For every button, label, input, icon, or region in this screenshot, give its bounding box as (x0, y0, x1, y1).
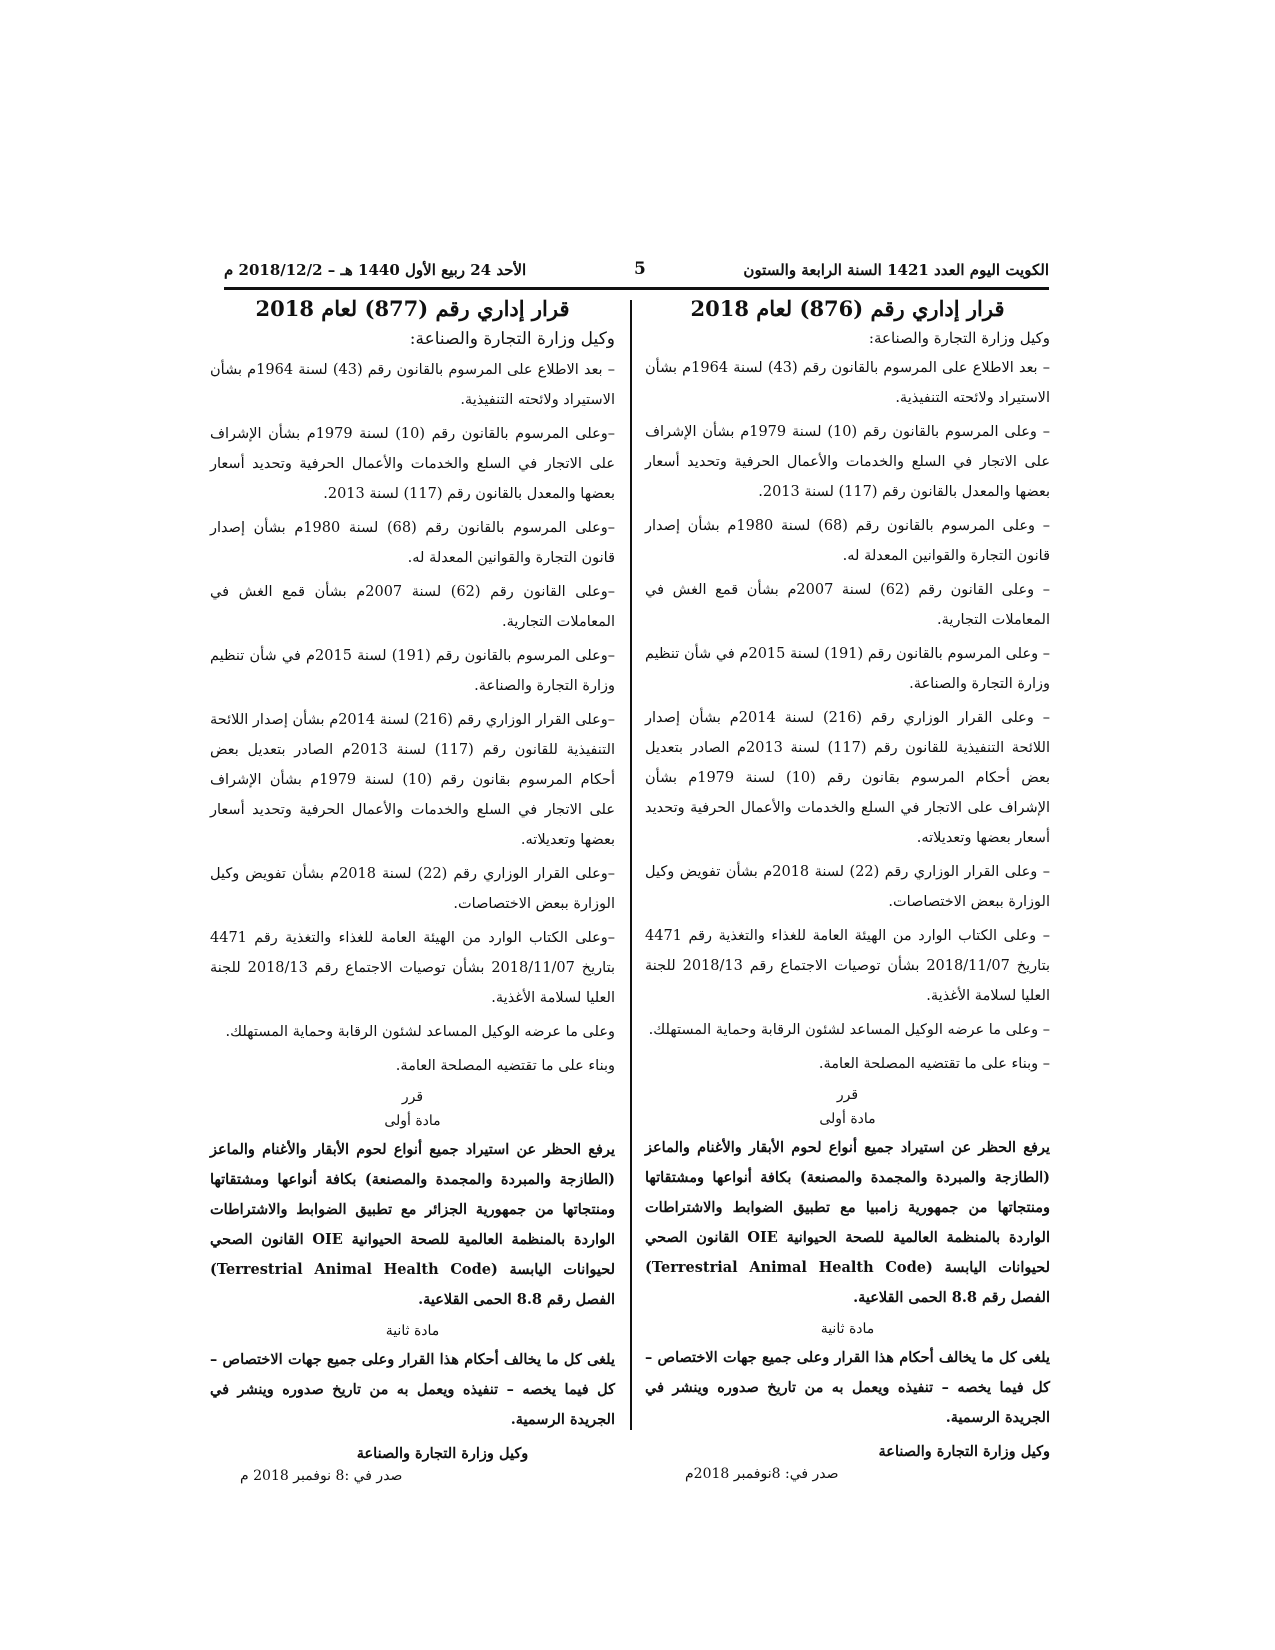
decision-876-article1-text: يرفع الحظر عن استيراد جميع أنواع لحوم الأبقار والأغنام والماعز (الطازجة والمبردة والمجمدة والمصنعة) بكافة أنواعها ومشتقاتها ومنتجاتها من جمهورية زامبيا مع تطبيق الضوابط والاشتراطات الواردة بالمنظمة العالمية للصحة الحيوانية OIE القانون الصحي لحيوانات اليابسة (Terrestrial Animal Health Code) الفصل رقم 8.8 الحمى القلاعية. (645, 1139, 1051, 1306)
decision-877-recital: –وعلى القانون رقم (62) لسنة 2007م بشأن قمع الغش في المعاملات التجارية. (210, 584, 615, 630)
decision-877-recital: –وعلى المرسوم بالقانون رقم (68) لسنة 1980م بشأن إصدار قانون التجارة والقوانين المعدلة له. (210, 520, 615, 566)
decision-876-recital: – وعلى المرسوم بالقانون رقم (191) لسنة 2015م في شأن تنظيم وزارة التجارة والصناعة. (645, 646, 1050, 692)
column-divider (630, 300, 632, 1430)
page-header (224, 259, 1049, 287)
decision-876-recital: – وعلى القانون رقم (62) لسنة 2007م بشأن قمع الغش في المعاملات التجارية. (645, 582, 1050, 628)
decision-877-recital: – بعد الاطلاع على المرسوم بالقانون رقم (43) لسنة 1964م بشأن الاستيراد ولائحته التنفيذية. (210, 362, 615, 408)
decision-877-article2-text: يلغى كل ما يخالف أحكام هذا القرار وعلى جميع جهات الاختصاص –كل فيما يخصه – تنفيذه ويعمل به من تاريخ صدوره وينشر في الجريدة الرسمية. (210, 1351, 615, 1428)
decision-877-article1-text: يرفع الحظر عن استيراد جميع أنواع لحوم الأبقار والأغنام والماعز (الطازجة والمبردة والمجمدة والمصنعة) بكافة أنواعها ومشتقاتها ومنتجاتها من جمهورية الجزائر مع تطبيق الضوابط والاشتراطات الواردة بالمنظمة العالمية للصحة الحيوانية OIE القانون الصحي لحيوانات اليابسة (Terrestrial Animal Health Code) الفصل رقم 8.8 الحمى القلاعية. (210, 1141, 616, 1308)
decision-876-recital: – وعلى القرار الوزاري رقم (216) لسنة 2014م بشأن إصدار اللائحة التنفيذية للقانون رقم (117) لسنة 2013م الصادر بتعديل بعض أحكام المرسوم بقانون رقم (10) لسنة 1979م بشأن الإشراف على الاتجار في السلع والخدمات والأعمال الحرفية وتحديد أسعار بعضها وتعديلاته. (645, 710, 1050, 846)
decision-876-recital: – وبناء على ما تقتضيه المصلحة العامة. (818, 1056, 1050, 1072)
header-divider (224, 287, 1049, 290)
decision-876-opening: وكيل وزارة التجارة والصناعة: (868, 329, 1050, 347)
decision-877-signature: وكيل وزارة التجارة والصناعة (356, 1445, 529, 1462)
decision-877-column (210, 296, 615, 1484)
issue-date: الأحد 24 ربيع الأول 1440 هـ – 2018/12/2 م (224, 261, 527, 279)
decision-876-signature: وكيل وزارة التجارة والصناعة (878, 1443, 1050, 1460)
decision-876-column (645, 296, 1050, 1482)
decision-877-recital: وبناء على ما تقتضيه المصلحة العامة. (395, 1058, 615, 1074)
decision-876-article2-heading: مادة ثانية (820, 1321, 875, 1337)
decision-876-recital: – وعلى ما عرضه الوكيل المساعد لشئون الرقابة وحماية المستهلك. (648, 1022, 1050, 1038)
decision-877-recital: –وعلى المرسوم بالقانون رقم (10) لسنة 1979م بشأن الإشراف على الاتجار في السلع والخدمات والأعمال الحرفية وتحديد أسعار بعضها والمعدل بالقانون رقم (117) لسنة 2013. (210, 426, 615, 502)
decision-877-recital: –وعلى المرسوم بالقانون رقم (191) لسنة 2015م في شأن تنظيم وزارة التجارة والصناعة. (210, 648, 615, 694)
page-number: 5 (634, 259, 646, 279)
publication-info: الكويت اليوم العدد 1421 السنة الرابعة والستون (743, 261, 1049, 279)
decision-877-title: قرار إداري رقم (877) لعام 2018 (255, 296, 570, 321)
decision-877-article2-heading: مادة ثانية (385, 1323, 440, 1339)
decision-877-issued: صدر في :8 نوفمبر 2018 م (240, 1468, 403, 1484)
decision-876-recital: – بعد الاطلاع على المرسوم بالقانون رقم (43) لسنة 1964م بشأن الاستيراد ولائحته التنفيذية. (645, 360, 1050, 406)
decision-876-article2-text: يلغى كل ما يخالف أحكام هذا القرار وعلى جميع جهات الاختصاص –كل فيما يخصه – تنفيذه ويعمل به من تاريخ صدوره وينشر في الجريدة الرسمية. (645, 1349, 1050, 1426)
decision-876-recital: – وعلى القرار الوزاري رقم (22) لسنة 2018م بشأن تفويض وكيل الوزارة ببعض الاختصاصات. (645, 864, 1050, 910)
decision-876-recital: – وعلى المرسوم بالقانون رقم (10) لسنة 1979م بشأن الإشراف على الاتجار في السلع والخدمات والأعمال الحرفية وتحديد أسعار بعضها والمعدل بالقانون رقم (117) لسنة 2013. (645, 424, 1050, 500)
decision-876-title: قرار إداري رقم (876) لعام 2018 (690, 296, 1005, 321)
decision-876-recital: – وعلى المرسوم بالقانون رقم (68) لسنة 1980م بشأن إصدار قانون التجارة والقوانين المعدلة له. (645, 518, 1050, 564)
decision-877-article1-heading: مادة أولى (384, 1113, 441, 1129)
decision-877-opening: وكيل وزارة التجارة والصناعة: (409, 329, 615, 349)
decision-876-article1-heading: مادة أولى (819, 1111, 876, 1127)
decision-876-recital: – وعلى الكتاب الوارد من الهيئة العامة للغذاء والتغذية رقم 4471 بتاريخ 2018/11/07 بشأن توصيات الاجتماع رقم 2018/13 للجنة العليا لسلامة الأغذية. (645, 928, 1051, 1004)
decision-876-decided: قرر (836, 1087, 859, 1103)
decision-877-decided: قرر (401, 1089, 424, 1105)
decision-877-recital: –وعلى القرار الوزاري رقم (216) لسنة 2014م بشأن إصدار اللائحة التنفيذية للقانون رقم (117) لسنة 2013م الصادر بتعديل بعض أحكام المرسوم بقانون رقم (10) لسنة 1979م بشأن الإشراف على الاتجار في السلع والخدمات والأعمال الحرفية وتحديد أسعار بعضها وتعديلاته. (210, 712, 615, 848)
decision-877-recital: –وعلى القرار الوزاري رقم (22) لسنة 2018م بشأن تفويض وكيل الوزارة ببعض الاختصاصات. (210, 866, 615, 912)
decision-876-issued: صدر في: 8نوفمبر 2018م (685, 1466, 839, 1482)
decision-877-recital: وعلى ما عرضه الوكيل المساعد لشئون الرقابة وحماية المستهلك. (225, 1024, 615, 1040)
decision-877-recital: –وعلى الكتاب الوارد من الهيئة العامة للغذاء والتغذية رقم 4471 بتاريخ 2018/11/07 بشأن توصيات الاجتماع رقم 2018/13 للجنة العليا لسلامة الأغذية. (210, 930, 616, 1006)
